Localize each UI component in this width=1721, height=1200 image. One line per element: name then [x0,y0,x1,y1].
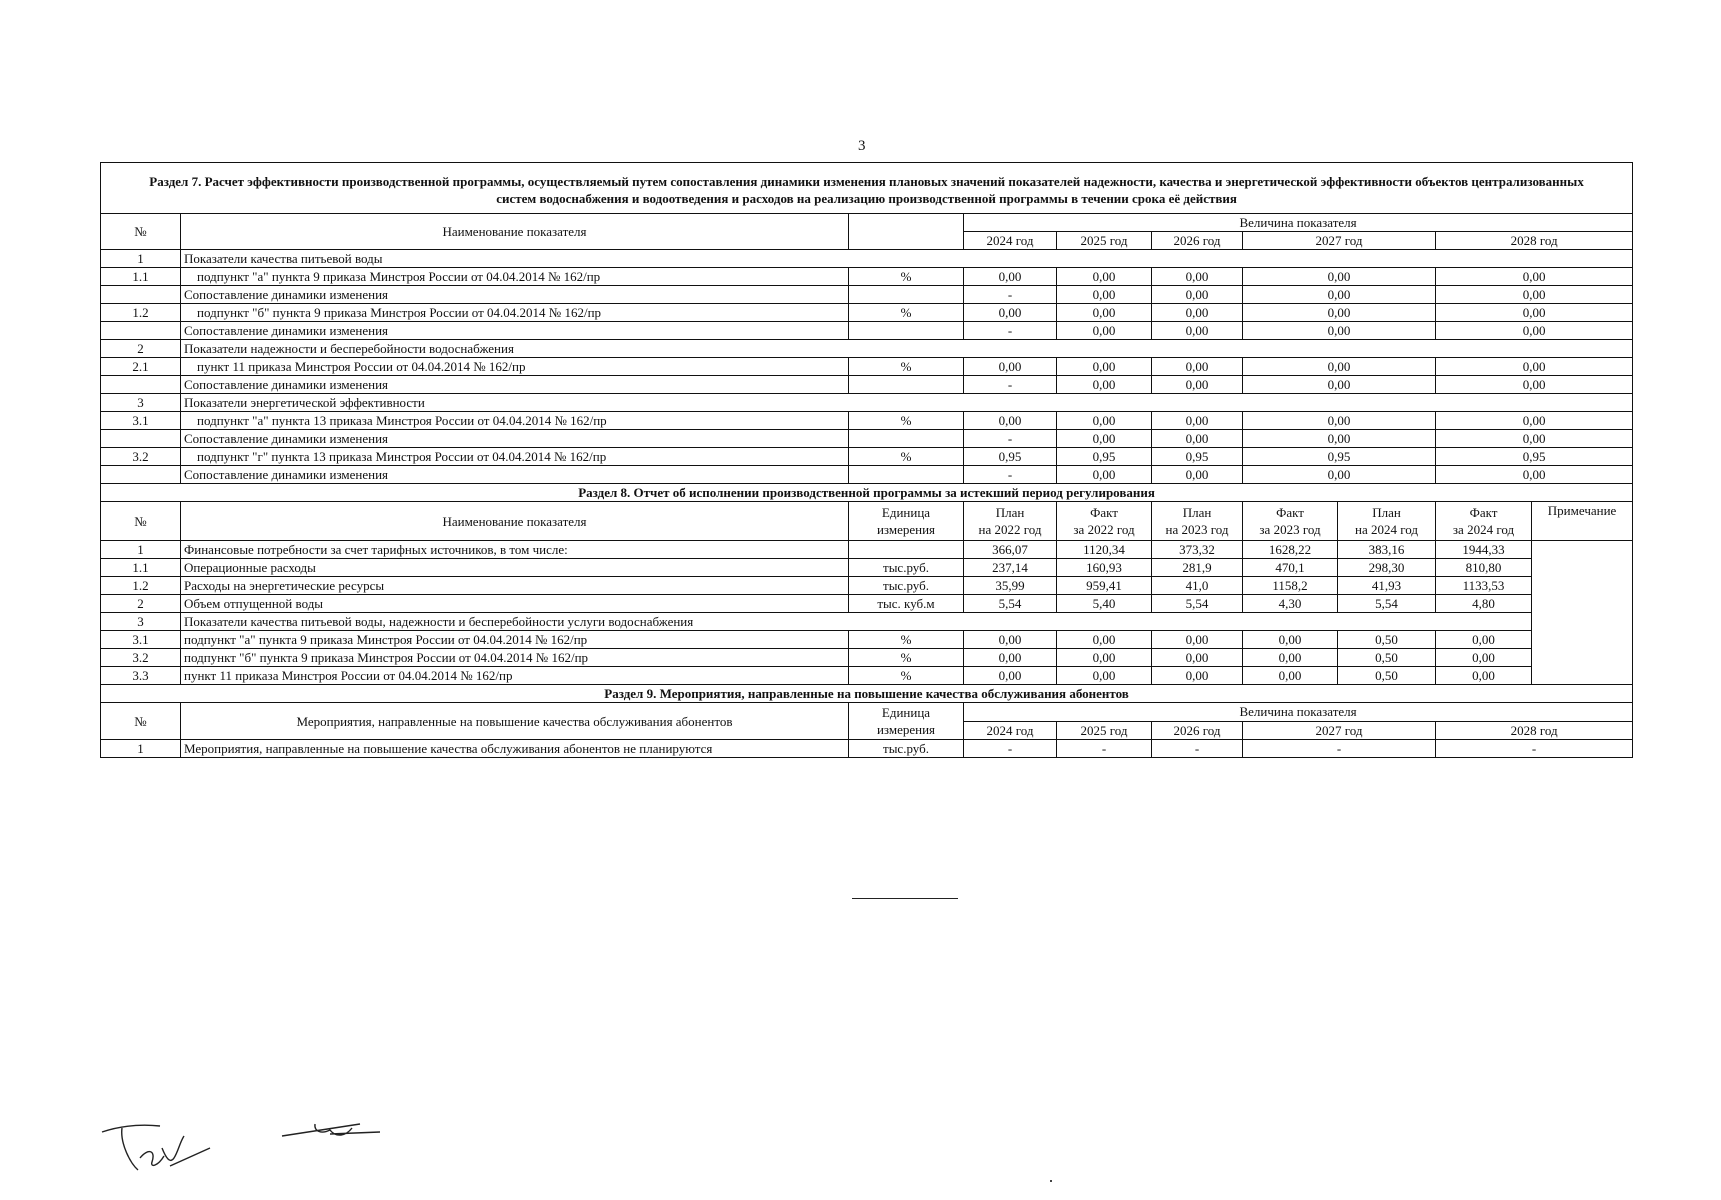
table-row [101,304,1633,322]
row-value: 0,00 [1152,667,1243,685]
row-name: подпункт "б" пункта 9 приказа Минстроя России от 04.04.2014 № 162/пр [181,649,849,667]
row-value: 0,00 [1436,667,1532,685]
header-line: измерения [876,722,936,737]
section8-title-row [101,484,1633,502]
row-value: - [964,286,1057,304]
row-name: Сопоставление динамики изменения [181,376,849,394]
row-value: 0,00 [1057,322,1152,340]
separator-line [852,898,958,899]
row-value: 0,95 [964,448,1057,466]
row-value: 4,80 [1436,595,1532,613]
row-value: 0,95 [1057,448,1152,466]
col-unit-header [849,214,964,250]
row-name: Сопоставление динамики изменения [181,322,849,340]
row-value: 281,9 [1152,559,1243,577]
row-value: 0,00 [1436,412,1633,430]
row-value: 0,00 [1436,286,1633,304]
period-header [1436,502,1532,541]
row-unit: тыс.руб. [849,559,964,577]
row-value: 1120,34 [1057,541,1152,559]
row-number: 3.3 [101,667,181,685]
row-value: 0,00 [1436,430,1633,448]
header-line: Единица [881,705,931,720]
row-unit [849,322,964,340]
row-group-name: Показатели качества питьевой воды [181,250,1633,268]
row-group-name: Показатели качества питьевой воды, надежности и бесперебойности услуги водоснабжения [181,613,1532,631]
table-row [101,740,1633,758]
row-unit [849,541,964,559]
row-value: 0,00 [1152,268,1243,286]
row-value: 0,50 [1338,649,1436,667]
table-row [101,430,1633,448]
row-value: 0,00 [1243,649,1338,667]
header-line: на 2023 год [1165,522,1229,537]
row-unit: тыс.руб. [849,740,964,758]
scan-dot [1050,1180,1052,1182]
row-value: - [964,466,1057,484]
row-name: подпункт "г" пункта 13 приказа Минстроя России от 04.04.2014 № 162/пр [181,448,849,466]
row-name: Сопоставление динамики изменения [181,466,849,484]
row-value: 0,00 [1436,358,1633,376]
header-line: План [1182,505,1212,520]
row-value: - [964,740,1057,758]
row-value: 0,00 [1057,667,1152,685]
row-unit: % [849,448,964,466]
table-row [101,667,1633,685]
header-line: за 2022 год [1073,522,1135,537]
signature-1-icon [102,1125,210,1170]
row-value: 0,95 [1436,448,1633,466]
row-value: - [964,322,1057,340]
section9-title-row [101,685,1633,703]
signatures [100,1118,400,1178]
header-line: План [1372,505,1401,520]
document-table-container [100,162,1632,758]
row-value: 0,00 [1152,376,1243,394]
table-row [101,448,1633,466]
section7-title: Раздел 7. Расчет эффективности производственной программы, осуществляемый путем сопоставления динамики изменения плановых значений показателей надежности, качества и энергетической эффективности объектов централизованных систем водоснабжения и водоотведения и расходов на реализацию производственной программы в течении срока её действия [101,163,1633,214]
row-value: 5,54 [964,595,1057,613]
row-value: 0,00 [964,358,1057,376]
row-group-name: Показатели надежности и бесперебойности водоснабжения [181,340,1633,358]
row-unit: % [849,268,964,286]
row-value: 0,00 [1436,466,1633,484]
row-unit: % [849,667,964,685]
row-value: 0,00 [1152,304,1243,322]
row-name: подпункт "а" пункта 13 приказа Минстроя России от 04.04.2014 № 162/пр [181,412,849,430]
row-value: 0,00 [1152,286,1243,304]
period-header [964,502,1057,541]
row-number: 1 [101,740,181,758]
row-value: 0,00 [1057,304,1152,322]
row-name: Сопоставление динамики изменения [181,286,849,304]
row-value: 4,30 [1243,595,1338,613]
row-value: 0,00 [964,649,1057,667]
row-number [101,430,181,448]
table-row [101,577,1633,595]
row-value: 5,40 [1057,595,1152,613]
row-value: 959,41 [1057,577,1152,595]
table-row [101,466,1633,484]
year-header: 2025 год [1057,232,1152,250]
row-value: 0,00 [1243,268,1436,286]
table-row [101,376,1633,394]
period-header [1338,502,1436,541]
row-value: 810,80 [1436,559,1532,577]
header-line: измерения [876,522,936,537]
row-unit: тыс.руб. [849,577,964,595]
row-value: 160,93 [1057,559,1152,577]
row-value: 0,00 [1436,649,1532,667]
row-name: Расходы на энергетические ресурсы [181,577,849,595]
col-no-header: № [101,214,181,250]
row-unit [849,286,964,304]
table-row [101,613,1633,631]
row-group-name: Показатели энергетической эффективности [181,394,1633,412]
col-unit-header [849,502,964,541]
table-row [101,649,1633,667]
row-unit [849,430,964,448]
row-name: подпункт "б" пункта 9 приказа Минстроя России от 04.04.2014 № 162/пр [181,304,849,322]
section9-header-row [101,703,1633,722]
row-number: 3.2 [101,649,181,667]
row-value: 0,00 [1243,358,1436,376]
row-value: 0,00 [964,268,1057,286]
row-value: 0,00 [964,412,1057,430]
row-value: 0,95 [1152,448,1243,466]
table-row [101,394,1633,412]
col-unit-header [849,703,964,740]
row-value: 0,00 [1152,649,1243,667]
row-number: 3.1 [101,631,181,649]
row-value: 0,00 [1436,304,1633,322]
row-value: 0,00 [1057,376,1152,394]
row-name: Объем отпущенной воды [181,595,849,613]
row-value: 0,00 [964,304,1057,322]
row-number [101,286,181,304]
row-number: 1.1 [101,268,181,286]
row-value: 0,00 [1057,358,1152,376]
row-value: 1628,22 [1243,541,1338,559]
row-value: 0,00 [1243,412,1436,430]
row-name: пункт 11 приказа Минстроя России от 04.04.2014 № 162/пр [181,667,849,685]
row-value: 0,00 [1152,430,1243,448]
section9-title: Раздел 9. Мероприятия, направленные на повышение качества обслуживания абонентов [101,685,1633,703]
row-value: 0,00 [1152,358,1243,376]
col-name-header: Мероприятия, направленные на повышение качества обслуживания абонентов [181,703,849,740]
row-value: 0,00 [1152,412,1243,430]
row-value: - [1152,740,1243,758]
row-value: 0,00 [1436,322,1633,340]
header-line: Единица [881,505,931,520]
row-value: - [964,430,1057,448]
row-name: подпункт "а" пункта 9 приказа Минстроя России от 04.04.2014 № 162/пр [181,268,849,286]
table-row [101,541,1633,559]
header-line: Факт [1276,505,1304,520]
row-value: 0,00 [1243,631,1338,649]
row-value: 0,00 [1243,376,1436,394]
row-unit: тыс. куб.м [849,595,964,613]
row-value: 237,14 [964,559,1057,577]
row-value: 0,00 [1243,286,1436,304]
row-number: 1.2 [101,577,181,595]
section8-title: Раздел 8. Отчет об исполнении производственной программы за истекший период регулирования [101,484,1633,502]
row-name: Мероприятия, направленные на повышение качества обслуживания абонентов не планируются [181,740,849,758]
header-line: План [995,505,1025,520]
row-value: 0,00 [1436,631,1532,649]
row-number: 1 [101,541,181,559]
row-value: 0,00 [1057,268,1152,286]
row-value: 0,00 [1243,667,1338,685]
row-value: 0,00 [1243,430,1436,448]
table-row [101,322,1633,340]
row-name: пункт 11 приказа Минстроя России от 04.04.2014 № 162/пр [181,358,849,376]
section8-header-row [101,502,1633,541]
table-row [101,340,1633,358]
row-value: - [964,376,1057,394]
row-name: Финансовые потребности за счет тарифных источников, в том числе: [181,541,849,559]
row-value: - [1243,740,1436,758]
row-value: 298,30 [1338,559,1436,577]
col-name-header: Наименование показателя [181,502,849,541]
row-unit: % [849,649,964,667]
note-cell [1532,541,1633,685]
row-name: подпункт "а" пункта 9 приказа Минстроя России от 04.04.2014 № 162/пр [181,631,849,649]
row-number [101,376,181,394]
row-value: 35,99 [964,577,1057,595]
table-row [101,559,1633,577]
row-number: 2 [101,595,181,613]
row-unit: % [849,631,964,649]
row-number: 1 [101,250,181,268]
header-line: Факт [1090,505,1118,520]
col-value-header: Величина показателя [964,703,1633,722]
row-value: 1158,2 [1243,577,1338,595]
row-value: 5,54 [1338,595,1436,613]
row-number: 1.2 [101,304,181,322]
row-number: 3.1 [101,412,181,430]
year-header: 2027 год [1243,721,1436,740]
row-value: 41,93 [1338,577,1436,595]
period-header [1243,502,1338,541]
row-value: 470,1 [1243,559,1338,577]
row-number [101,466,181,484]
section7-title-row [101,163,1633,214]
row-value: 0,00 [1243,322,1436,340]
row-unit [849,376,964,394]
row-value: 0,00 [1057,631,1152,649]
row-value: 0,00 [1243,304,1436,322]
col-value-header: Величина показателя [964,214,1633,232]
row-value: 366,07 [964,541,1057,559]
row-name: Сопоставление динамики изменения [181,430,849,448]
row-value: 0,00 [1057,430,1152,448]
year-header: 2028 год [1436,232,1633,250]
row-value: 0,00 [1436,268,1633,286]
row-value: 1133,53 [1436,577,1532,595]
row-value: 0,00 [1057,286,1152,304]
col-name-header: Наименование показателя [181,214,849,250]
signature-2-icon [282,1124,380,1136]
header-line: на 2024 год [1355,522,1418,537]
year-header: 2024 год [964,721,1057,740]
row-value: 0,00 [1057,466,1152,484]
page-number: 3 [858,138,866,154]
year-header: 2026 год [1152,232,1243,250]
row-value: 383,16 [1338,541,1436,559]
row-unit: % [849,304,964,322]
row-value: 0,00 [964,667,1057,685]
header-line: за 2023 год [1259,522,1321,537]
row-unit [849,466,964,484]
col-no-header: № [101,703,181,740]
period-header [1152,502,1243,541]
header-line: на 2022 год [978,522,1042,537]
row-value: 0,00 [1436,376,1633,394]
table-row [101,595,1633,613]
row-value: 0,00 [1152,322,1243,340]
production-program-table [100,162,1633,758]
year-header: 2028 год [1436,721,1633,740]
row-number: 3.2 [101,448,181,466]
row-value: 0,95 [1243,448,1436,466]
table-row [101,412,1633,430]
header-line: Факт [1469,505,1498,520]
row-value: 0,00 [1152,466,1243,484]
period-header [1057,502,1152,541]
section7-header-row [101,214,1633,232]
row-name: Операционные расходы [181,559,849,577]
row-value: 1944,33 [1436,541,1532,559]
col-no-header: № [101,502,181,541]
table-row [101,286,1633,304]
row-value: 0,00 [1243,466,1436,484]
year-header: 2027 год [1243,232,1436,250]
row-number: 2 [101,340,181,358]
table-row [101,358,1633,376]
row-number: 3 [101,613,181,631]
row-value: 5,54 [1152,595,1243,613]
table-row [101,250,1633,268]
row-value: - [1057,740,1152,758]
row-value: 0,50 [1338,631,1436,649]
row-value: 41,0 [1152,577,1243,595]
row-unit: % [849,412,964,430]
row-unit: % [849,358,964,376]
year-header: 2026 год [1152,721,1243,740]
row-number: 2.1 [101,358,181,376]
col-note-header: Примечание [1532,502,1633,541]
row-value: 0,50 [1338,667,1436,685]
row-value: 0,00 [1057,649,1152,667]
row-number: 3 [101,394,181,412]
year-header: 2024 год [964,232,1057,250]
header-line: за 2024 год [1452,522,1515,537]
row-value: 0,00 [1152,631,1243,649]
row-value: 0,00 [1057,412,1152,430]
row-value: 373,32 [1152,541,1243,559]
row-value: - [1436,740,1633,758]
row-number: 1.1 [101,559,181,577]
year-header: 2025 год [1057,721,1152,740]
row-number [101,322,181,340]
table-row [101,631,1633,649]
table-row [101,268,1633,286]
row-value: 0,00 [964,631,1057,649]
